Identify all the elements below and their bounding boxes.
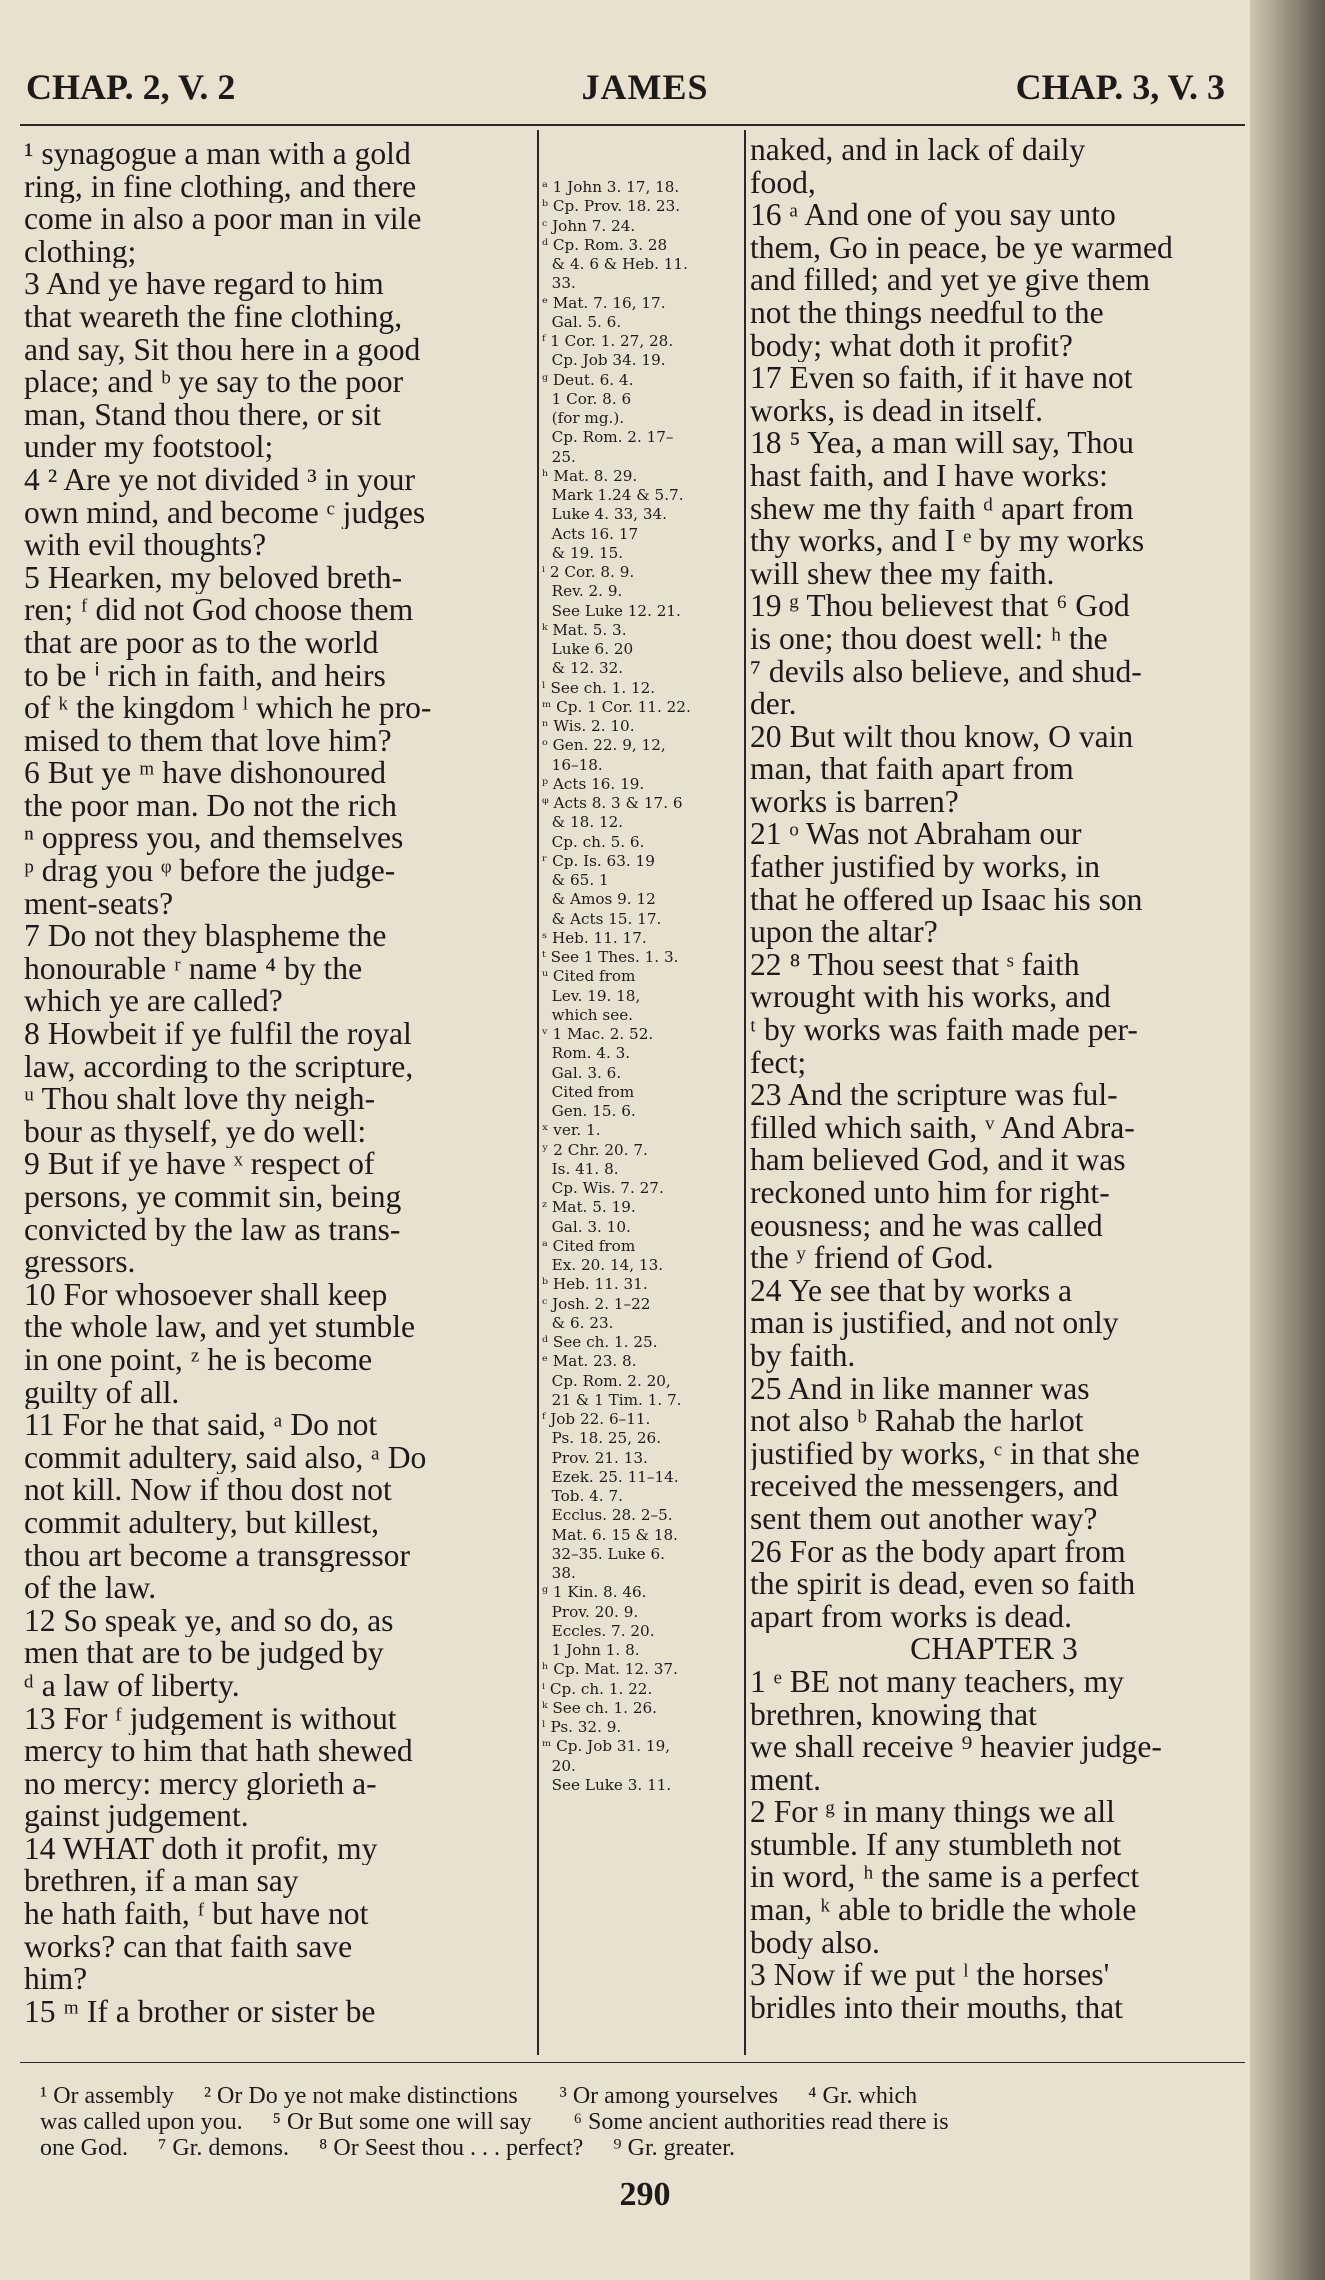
- reference-line: ʸ 2 Chr. 20. 7.: [542, 1140, 648, 1159]
- reference-line: ᶠ 1 Cor. 1. 27, 28.: [542, 332, 674, 350]
- reference-line: & Acts 15. 17.: [542, 909, 662, 928]
- verse-line: own mind, and become ᶜ judges: [24, 496, 426, 530]
- reference-line: Cp. Rom. 2. 17–: [542, 428, 674, 447]
- verse-line: man, Stand thou there, or sit: [24, 398, 382, 432]
- verse-line: in word, ʰ the same is a perfect: [750, 1861, 1140, 1895]
- reference-line: ᵃ Cited from: [542, 1236, 636, 1255]
- reference-line: ˡ Ps. 32. 9.: [542, 1718, 622, 1736]
- verse-line: thou art become a transgressor: [24, 1539, 411, 1573]
- verse-line: 19 ᵍ Thou believest that ⁶ God: [750, 590, 1130, 623]
- verse-line: reckoned unto him for right-: [750, 1177, 1110, 1210]
- verse-line: place; and ᵇ ye say to the poor: [24, 366, 404, 399]
- left-text-column: [24, 138, 534, 2028]
- verse-line: upon the altar?: [750, 916, 938, 949]
- verse-line: ¹ synagogue a man with a gold: [24, 138, 411, 171]
- verse-line: law, according to the scripture,: [24, 1050, 414, 1084]
- reference-line: See Luke 3. 11.: [542, 1775, 672, 1794]
- verse-line: hast faith, and I have works:: [750, 459, 1108, 493]
- verse-line: 3 And ye have regard to him: [24, 268, 384, 301]
- verse-line: 22 ⁸ Thou seest that ˢ faith: [750, 948, 1080, 982]
- verse-line: works, is dead in itself.: [750, 394, 1044, 428]
- verse-line: the whole law, and yet stumble: [24, 1311, 416, 1344]
- reference-line: Prov. 21. 13.: [542, 1448, 648, 1467]
- verse-line: mercy to him that hath shewed: [24, 1735, 413, 1768]
- reference-line: ᵛ 1 Mac. 2. 52.: [542, 1025, 654, 1043]
- reference-line: Tob. 4. 7.: [542, 1487, 623, 1505]
- verse-line: ren; ᶠ did not God choose them: [24, 594, 414, 627]
- reference-line: Rom. 4. 3.: [542, 1044, 631, 1063]
- verse-line: 14 WHAT doth it profit, my: [24, 1832, 378, 1866]
- verse-line: ⁷ devils also believe, and shud-: [750, 655, 1142, 689]
- reference-line: ⁱ Cp. ch. 1. 22.: [542, 1679, 653, 1698]
- reference-line: & Amos 9. 12: [542, 890, 656, 909]
- verse-line: filled which saith, ᵛ And Abra-: [750, 1111, 1135, 1145]
- page-gutter-shadow: [1250, 0, 1325, 2280]
- reference-line: ᵐ Cp. 1 Cor. 11. 22.: [542, 697, 691, 716]
- verse-line: 17 Even so faith, if it have not: [750, 362, 1133, 395]
- verse-line: ᵖ drag you ᵠ before the judge-: [24, 855, 396, 888]
- verse-line: gainst judgement.: [24, 1800, 249, 1833]
- reference-line: Eccles. 7. 20.: [542, 1621, 655, 1640]
- reference-line: Ecclus. 28. 2–5.: [542, 1506, 673, 1525]
- footnotes: [40, 2083, 1250, 2161]
- reference-line: ʰ Cp. Mat. 12. 37.: [542, 1660, 678, 1679]
- verse-line: ᵗ by works was faith made per-: [750, 1014, 1138, 1047]
- verse-line: 11 For he that said, ᵃ Do not: [24, 1409, 378, 1442]
- verse-line: 7 Do not they blaspheme the: [24, 920, 387, 953]
- verse-line: works is barren?: [750, 785, 959, 819]
- verse-line: 21 ᵒ Was not Abraham our: [750, 818, 1082, 852]
- verse-line: men that are to be judged by: [24, 1637, 384, 1670]
- reference-line: Rev. 2. 9.: [542, 582, 623, 601]
- reference-line: ˡ See ch. 1. 12.: [542, 678, 656, 697]
- reference-line: 20.: [542, 1756, 576, 1775]
- reference-line: Prov. 20. 9.: [542, 1602, 639, 1621]
- verse-line: 9 But if ye have ˣ respect of: [24, 1148, 375, 1181]
- reference-line: ᶜ Josh. 2. 1–22: [542, 1294, 651, 1313]
- reference-line: ᵍ Deut. 6. 4.: [542, 370, 634, 389]
- verse-line: man, that faith apart from: [750, 753, 1074, 786]
- verse-line: eousness; and he was called: [750, 1209, 1103, 1243]
- reference-line: Luke 6. 20: [542, 640, 634, 658]
- reference-line: Ezek. 25. 11–14.: [542, 1467, 679, 1486]
- footnote-line: was called upon you. ⁵ Or But some one will say ⁶ Some ancient authorities read there is: [40, 2109, 949, 2135]
- reference-line: 38.: [542, 1564, 576, 1582]
- verse-line: to be ⁱ rich in faith, and heirs: [24, 659, 386, 693]
- reference-line: ˢ Heb. 11. 17.: [542, 928, 647, 947]
- verse-line: will shew thee my faith.: [750, 557, 1055, 591]
- reference-line: ᵗ See 1 Thes. 1. 3.: [542, 948, 679, 966]
- verse-line: received the messengers, and: [750, 1470, 1119, 1503]
- chapter-heading: CHAPTER 3: [910, 1633, 1078, 1666]
- reference-line: Mat. 6. 15 & 18.: [542, 1525, 678, 1544]
- reference-line: Mark 1.24 & 5.7.: [542, 486, 684, 504]
- reference-line: 1 Cor. 8. 6: [542, 389, 632, 408]
- reference-line: Cp. Job 34. 19.: [542, 351, 666, 370]
- verse-line: 26 For as the body apart from: [750, 1535, 1126, 1569]
- reference-line: ᵉ Mat. 23. 8.: [542, 1352, 637, 1371]
- reference-line: ᵒ Gen. 22. 9, 12,: [542, 736, 666, 755]
- reference-line: ᵇ Cp. Prov. 18. 23.: [542, 197, 681, 216]
- verse-line: 2 For ᵍ in many things we all: [750, 1796, 1115, 1829]
- reference-line: Gal. 5. 6.: [542, 312, 622, 331]
- verse-line: with evil thoughts?: [24, 529, 267, 562]
- verse-line: by faith.: [750, 1339, 856, 1373]
- reference-line: ᵇ Heb. 11. 31.: [542, 1275, 648, 1294]
- right-text-column: [750, 134, 1238, 2024]
- reference-line: Gal. 3. 6.: [542, 1063, 622, 1082]
- verse-line: that are poor as to the world: [24, 626, 379, 660]
- verse-line: that weareth the fine clothing,: [24, 300, 403, 334]
- verse-line: ham believed God, and it was: [750, 1144, 1126, 1177]
- verse-line: body; what doth it profit?: [750, 329, 1073, 363]
- chapter-verse-start: CHAP. 2, V. 2: [26, 67, 236, 107]
- verse-line: which ye are called?: [24, 985, 283, 1019]
- verse-line: not the things needful to the: [750, 296, 1104, 330]
- verse-line: of ᵏ the kingdom ˡ which he pro-: [24, 692, 432, 725]
- verse-line: ᵈ a law of liberty.: [24, 1669, 240, 1703]
- verse-line: commit adultery, said also, ᵃ Do: [24, 1441, 427, 1475]
- reference-line: 1 John 1. 8.: [542, 1641, 640, 1659]
- verse-line: shew me thy faith ᵈ apart from: [750, 492, 1134, 526]
- reference-line: & 65. 1: [542, 871, 609, 889]
- reference-line: Gal. 3. 10.: [542, 1217, 631, 1236]
- verse-line: apart from works is dead.: [750, 1600, 1072, 1634]
- verse-line: under my footstool;: [24, 431, 274, 464]
- reference-line: ᵐ Cp. Job 31. 19,: [542, 1737, 671, 1756]
- reference-line: Acts 16. 17: [542, 524, 639, 543]
- verse-line: man is justified, and not only: [750, 1307, 1119, 1340]
- reference-line: ᵉ Mat. 7. 16, 17.: [542, 293, 666, 312]
- verse-line: 15 ᵐ If a brother or sister be: [24, 1995, 376, 2029]
- verse-line: we shall receive ⁹ heavier judge-: [750, 1731, 1162, 1764]
- reference-line: ʳ Cp. Is. 63. 19: [542, 851, 655, 870]
- chapter-verse-end: CHAP. 3, V. 3: [1015, 67, 1225, 107]
- verse-line: convicted by the law as trans-: [24, 1213, 401, 1247]
- verse-line: ⁿ oppress you, and themselves: [24, 822, 404, 856]
- verse-line: 1 ᵉ BE not many teachers, my: [750, 1665, 1124, 1699]
- reference-line: Ps. 18. 25, 26.: [542, 1429, 662, 1448]
- verse-line: ring, in fine clothing, and there: [24, 170, 417, 204]
- reference-line: which see.: [542, 1005, 634, 1024]
- verse-line: of the law.: [24, 1572, 157, 1605]
- verse-line: 25 And in like manner was: [750, 1372, 1090, 1406]
- verse-line: 4 ² Are ye not divided ³ in your: [24, 463, 415, 497]
- verse-line: father justified by works, in: [750, 851, 1101, 884]
- reference-line: Cp. Rom. 2. 20,: [542, 1371, 671, 1390]
- reference-line: 25.: [542, 447, 576, 466]
- footnote-rule: [20, 2062, 1245, 2063]
- verse-line: mised to them that love him?: [24, 724, 392, 758]
- verse-line: the spirit is dead, even so faith: [750, 1568, 1136, 1601]
- verse-line: works? can that faith save: [24, 1930, 353, 1964]
- reference-line: Gen. 15. 6.: [542, 1102, 636, 1120]
- verse-line: ment.: [750, 1763, 822, 1797]
- verse-line: brethren, knowing that: [750, 1698, 1037, 1732]
- reference-line: ᵏ Mat. 5. 3.: [542, 620, 627, 639]
- verse-line: he hath faith, ᶠ but have not: [24, 1898, 369, 1931]
- reference-line: Cited from: [542, 1082, 635, 1101]
- verse-line: commit adultery, but killest,: [24, 1506, 380, 1540]
- reference-line: ᵈ Cp. Rom. 3. 28: [542, 235, 668, 254]
- verse-line: 23 And the scripture was ful-: [750, 1079, 1118, 1112]
- header-rule: [20, 124, 1245, 126]
- verse-line: food,: [750, 166, 816, 200]
- verse-line: and say, Sit thou here in a good: [24, 333, 421, 367]
- verse-line: 20 But wilt thou know, O vain: [750, 720, 1134, 754]
- verse-line: 5 Hearken, my beloved breth-: [24, 561, 403, 595]
- reference-line: ˣ ver. 1.: [542, 1121, 601, 1140]
- reference-line: 16–18.: [542, 755, 603, 774]
- verse-line: 10 For whosoever shall keep: [24, 1278, 388, 1312]
- reference-line: & 6. 23.: [542, 1313, 614, 1332]
- verse-line: thy works, and I ᵉ by my works: [750, 525, 1145, 558]
- reference-line: ᵃ 1 John 3. 17, 18.: [542, 178, 680, 196]
- verse-line: gressors.: [24, 1246, 136, 1279]
- reference-line: (for mg.).: [542, 409, 625, 427]
- verse-line: 12 So speak ye, and so do, as: [24, 1604, 394, 1638]
- reference-line: 32–35. Luke 6.: [542, 1544, 665, 1563]
- reference-line: ʰ Mat. 8. 29.: [542, 466, 638, 485]
- verse-line: that he offered up Isaac his son: [750, 883, 1143, 917]
- verse-line: the ʸ friend of God.: [750, 1242, 994, 1275]
- reference-line: Lev. 19. 18,: [542, 986, 641, 1005]
- verse-line: 13 For ᶠ judgement is without: [24, 1702, 397, 1736]
- verse-line: honourable ʳ name ⁴ by the: [24, 952, 363, 986]
- verse-line: and filled; and yet ye give them: [750, 264, 1151, 297]
- verse-line: brethren, if a man say: [24, 1865, 299, 1899]
- verse-line: 6 But ye ᵐ have dishonoured: [24, 757, 387, 790]
- footnote-line: one God. ⁷ Gr. demons. ⁸ Or Seest thou . . . perfect? ⁹ Gr. greater.: [40, 2135, 735, 2161]
- reference-line: ᶜ John 7. 24.: [542, 216, 636, 235]
- reference-line: Cp. Wis. 7. 27.: [542, 1179, 664, 1197]
- verse-line: 3 Now if we put ˡ the horses': [750, 1959, 1110, 1992]
- verse-line: him?: [24, 1963, 88, 1996]
- reference-line: Cp. ch. 5. 6.: [542, 832, 645, 851]
- reference-line: ᵏ See ch. 1. 26.: [542, 1698, 657, 1717]
- reference-line: Ex. 20. 14, 13.: [542, 1256, 664, 1274]
- verse-line: the poor man. Do not the rich: [24, 789, 397, 823]
- reference-line: ᶻ Mat. 5. 19.: [542, 1198, 636, 1217]
- verse-line: 8 Howbeit if ye fulfil the royal: [24, 1018, 412, 1051]
- reference-line: ᵠ Acts 8. 3 & 17. 6: [542, 794, 683, 812]
- verse-line: ᵘ Thou shalt love thy neigh-: [24, 1083, 376, 1116]
- column-divider-right: [744, 130, 746, 2055]
- verse-line: guilty of all.: [24, 1376, 180, 1410]
- book-title: JAMES: [581, 67, 709, 107]
- cross-reference-column: [542, 178, 747, 1795]
- verse-line: no mercy: mercy glorieth a-: [24, 1767, 377, 1801]
- verse-line: 24 Ye see that by works a: [750, 1274, 1073, 1308]
- verse-line: 18 ⁵ Yea, a man will say, Thou: [750, 427, 1134, 460]
- verse-line: sent them out another way?: [750, 1502, 1098, 1536]
- verse-line: ment-seats?: [24, 887, 174, 921]
- reference-line: ᶠ Job 22. 6–11.: [542, 1410, 651, 1428]
- verse-line: fect;: [750, 1046, 807, 1080]
- verse-line: naked, and in lack of daily: [750, 134, 1086, 167]
- verse-line: man, ᵏ able to bridle the whole: [750, 1894, 1137, 1927]
- verse-line: bour as thyself, ye do well:: [24, 1115, 367, 1149]
- verse-line: in one point, ᶻ he is become: [24, 1343, 373, 1377]
- reference-line: ᵖ Acts 16. 19.: [542, 774, 645, 793]
- reference-line: Luke 4. 33, 34.: [542, 505, 667, 524]
- verse-line: der.: [750, 688, 797, 721]
- reference-line: Is. 41. 8.: [542, 1159, 619, 1178]
- verse-line: stumble. If any stumbleth not: [750, 1828, 1122, 1862]
- reference-line: & 4. 6 & Heb. 11.: [542, 255, 688, 273]
- verse-line: is one; thou doest well: ʰ the: [750, 622, 1108, 656]
- reference-line: ᵈ See ch. 1. 25.: [542, 1333, 658, 1351]
- reference-line: ᵘ Cited from: [542, 967, 636, 986]
- footnote-line: ¹ Or assembly ² Or Do ye not make distinctions ³ Or among yourselves ⁴ Gr. which: [40, 2083, 918, 2109]
- reference-line: & 12. 32.: [542, 659, 624, 678]
- verse-line: body also.: [750, 1926, 880, 1960]
- page-number: 290: [619, 2176, 671, 2213]
- verse-line: not also ᵇ Rahab the harlot: [750, 1405, 1084, 1438]
- reference-line: ᵍ 1 Kin. 8. 46.: [542, 1583, 647, 1602]
- verse-line: them, Go in peace, be ye warmed: [750, 231, 1173, 265]
- verse-line: not kill. Now if thou dost not: [24, 1474, 392, 1507]
- verse-line: persons, ye commit sin, being: [24, 1181, 402, 1214]
- reference-line: & 18. 12.: [542, 813, 624, 832]
- reference-line: ⁿ Wis. 2. 10.: [542, 717, 635, 735]
- reference-line: See Luke 12. 21.: [542, 601, 681, 620]
- verse-line: clothing;: [24, 235, 137, 269]
- reference-line: ⁱ 2 Cor. 8. 9.: [542, 563, 635, 581]
- reference-line: 21 & 1 Tim. 1. 7.: [542, 1390, 682, 1409]
- reference-line: & 19. 15.: [542, 543, 624, 562]
- verse-line: justified by works, ᶜ in that she: [750, 1437, 1140, 1471]
- verse-line: bridles into their mouths, that: [750, 1991, 1123, 2025]
- verse-line: 16 ᵃ And one of you say unto: [750, 199, 1116, 232]
- verse-line: wrought with his works, and: [750, 981, 1111, 1015]
- column-divider-left: [537, 130, 539, 2055]
- verse-line: come in also a poor man in vile: [24, 203, 422, 236]
- reference-line: 33.: [542, 274, 576, 293]
